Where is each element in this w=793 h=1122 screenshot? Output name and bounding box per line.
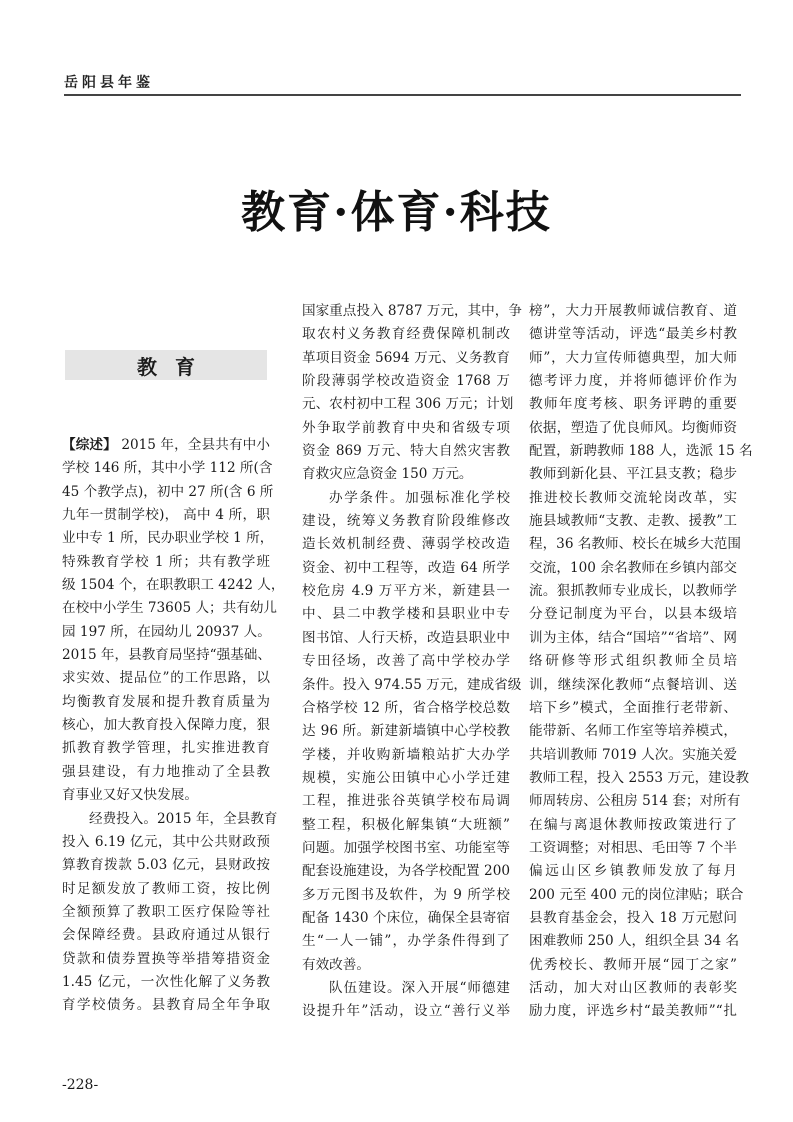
- line: [529, 1000, 737, 1023]
- text-line: 投入 6.19 亿元，其中公共财政预: [62, 833, 270, 850]
- text-line: 工资调整；对相思、毛田等 7 个半: [529, 839, 737, 856]
- line: [62, 808, 278, 831]
- line: [529, 697, 737, 720]
- line: [529, 650, 737, 673]
- text-line: 图书馆、人行天桥，改造县职业中: [302, 629, 510, 646]
- text-line: 配套设施建设，为各学校配置 200: [302, 863, 510, 880]
- paragraph: [302, 487, 522, 977]
- text-line: 校危房 4.9 万平方米，新建县一: [302, 583, 510, 600]
- text-line: 经费投入。2015 年，全县教育: [89, 810, 278, 827]
- line: [302, 300, 522, 323]
- line: [302, 323, 510, 346]
- text-line: 2015 年，县教育局坚持“强基础、: [62, 647, 271, 664]
- text-line: 教师工程，投入 2553 万元，建设教: [529, 769, 749, 786]
- line: [62, 434, 270, 457]
- line: [529, 930, 740, 953]
- line: [62, 574, 285, 597]
- text-line: 学楼，并收购新墙粮站扩大办学: [302, 746, 510, 763]
- line: [62, 714, 270, 737]
- text-line: 造长效机制经费、薄弱学校改造: [302, 536, 510, 553]
- line: [302, 767, 510, 790]
- text-line: 办学条件。加强标准化学校: [329, 489, 510, 506]
- text-line: 时足额发放了教师工资，按比例: [62, 880, 270, 897]
- text-line: 育救灾应急资金 150 万元。: [302, 466, 473, 483]
- text-line: 优秀校长、教师开展“园丁之家”: [529, 956, 737, 973]
- text-line: 抓教育教学管理，扎实推进教育: [62, 740, 270, 757]
- text-line: 革项目资金 5694 万元、义务教育: [302, 349, 510, 366]
- line: [529, 557, 737, 580]
- line: [529, 487, 737, 510]
- text-line: 师”，大力宣传师德典型，加大师: [529, 349, 737, 366]
- line: [529, 370, 737, 393]
- text-line: 配备 1430 个床位，确保全县寄宿: [302, 909, 510, 926]
- line: [529, 323, 737, 346]
- text-line: 培下乡”模式，全面推行老带新、: [529, 699, 737, 716]
- line: [302, 533, 510, 556]
- running-header-title: 岳阳县年鉴: [64, 75, 154, 91]
- text-line: 德考评力度，并将师德评价作为: [529, 373, 737, 390]
- line: [302, 510, 510, 533]
- text-line: 专田径场，改善了高中学校办学: [302, 653, 510, 670]
- line: [529, 837, 737, 860]
- text-line: 建设，统筹义务教育阶段维修改: [302, 513, 510, 530]
- text-line: 教师年度考核、职务评聘的重要: [529, 396, 737, 413]
- line: [529, 300, 737, 323]
- line: [529, 463, 737, 486]
- line: [302, 814, 510, 837]
- text-line: 全额预算了教职工医疗保险等社: [62, 903, 270, 920]
- line: [302, 487, 510, 510]
- chapter-title: 教育·体育·科技: [241, 187, 552, 238]
- text-column-left: [62, 434, 285, 1018]
- line: [529, 720, 737, 743]
- summary-label: 【综述】: [62, 437, 117, 453]
- line: [529, 510, 737, 533]
- line: [302, 720, 510, 743]
- line: [302, 370, 510, 393]
- text-line: 元、农村初中工程 306 万元；计划: [302, 396, 514, 413]
- text-line: 取农村义务教育经费保障机制改: [302, 326, 510, 343]
- text-line: 工程，推进张谷英镇学校布局调: [302, 793, 510, 810]
- line: [529, 627, 737, 650]
- text-line: 园 197 所，在园幼儿 20937 人。: [62, 623, 271, 640]
- section-heading-box: [65, 350, 267, 380]
- line: [302, 580, 510, 603]
- header-rule: [64, 94, 741, 96]
- line: [529, 814, 737, 837]
- text-line: 教师到新化县、平江县支教；稳步: [529, 466, 737, 483]
- line: [302, 557, 510, 580]
- line: [529, 393, 737, 416]
- text-line: 国家重点投入 8787 万元，其中，争: [302, 303, 522, 319]
- line: [529, 417, 737, 440]
- text-line: 外争取学前教育中央和省级专项: [302, 419, 510, 436]
- line: [62, 971, 270, 994]
- text-line: 求实效、提品位”的工作思路，以: [62, 670, 270, 687]
- line: [62, 597, 278, 620]
- text-line: 会保障经费。县政府通过从银行: [62, 927, 270, 944]
- text-line: 整工程，积极化解集镇“大班额”: [302, 816, 510, 833]
- line: [302, 463, 510, 486]
- text-line: 特殊教育学校 1 所；共有教学班: [62, 553, 270, 570]
- text-line: 在校中小学生 73605 人；共有幼儿: [62, 600, 278, 617]
- line: [302, 977, 510, 1000]
- text-line: 核心，加大教育投入保障力度，狠: [62, 717, 270, 734]
- page-number: -228-: [62, 1077, 99, 1093]
- text-line: 交流，100 余名教师在乡镇内部交: [529, 559, 737, 576]
- paragraph: [302, 977, 510, 1024]
- text-line: 推进校长教师交流轮岗改革，实: [529, 489, 737, 506]
- paragraph: [302, 300, 522, 487]
- section-heading: 教育: [137, 354, 213, 379]
- text-line: 训，继续深化教师“点餐培训、送: [529, 676, 737, 693]
- line: [62, 901, 270, 924]
- line: [302, 627, 510, 650]
- text-line: 程，36 名教师、校长在城乡大范围: [529, 536, 741, 553]
- text-line: 九年一贯制学校)， 高中 4 所，职: [62, 507, 270, 524]
- text-line: 45 个教学点)，初中 27 所(含 6 所: [62, 483, 274, 500]
- line: [62, 457, 273, 480]
- line: [302, 907, 510, 930]
- line: [302, 744, 510, 767]
- line: [62, 644, 270, 667]
- line: [62, 761, 270, 784]
- line: [529, 603, 737, 626]
- line: [62, 691, 270, 714]
- line: [529, 977, 737, 1000]
- line: [529, 954, 737, 977]
- text-line: 励力度，评选乡村“最美教师”“扎: [529, 1003, 737, 1020]
- line: [529, 533, 741, 556]
- text-line: 络研修等形式组织教师全员培: [529, 653, 737, 670]
- line: [302, 650, 510, 673]
- line: [529, 744, 737, 767]
- text-line: 偏远山区乡镇教师发放了每月: [529, 863, 737, 880]
- line: [529, 790, 741, 813]
- line: [62, 551, 270, 574]
- text-column-middle: [302, 300, 522, 1024]
- text-line: 共培训教师 7019 人次。实施关爱: [529, 746, 737, 763]
- text-line: 200 元至 400 元的岗位津贴；联合: [529, 886, 744, 903]
- text-line: 算教育拨款 5.03 亿元，县财政按: [62, 857, 270, 874]
- line: [529, 440, 753, 463]
- line: [302, 674, 522, 697]
- line: [62, 994, 270, 1017]
- line: [529, 347, 737, 370]
- text-line: 德讲堂等活动，评选“最美乡村教: [529, 326, 737, 343]
- text-line: 榜”，大力开展教师诚信教育、道: [529, 303, 737, 319]
- text-line: 流。狠抓教师专业成长，以教师学: [529, 583, 737, 600]
- paragraph: [529, 300, 753, 1024]
- line: [62, 924, 270, 947]
- text-line: 学校 146 所，其中小学 112 所(含: [62, 460, 273, 477]
- text-line: 2015 年，全县共有中小: [116, 437, 270, 453]
- text-line: 队伍建设。深入开展“师德建: [329, 979, 510, 996]
- text-line: 配置，新聘教师 188 人，选派 15 名: [529, 443, 753, 460]
- text-line: 能带新、名师工作室等培养模式，: [529, 723, 737, 740]
- paragraph: [62, 434, 285, 808]
- text-column-right: [529, 300, 753, 1024]
- text-line: 有效改善。: [302, 956, 370, 973]
- text-line: 困难教师 250 人，组织全县 34 名: [529, 933, 740, 950]
- line: [302, 393, 514, 416]
- paragraph: [62, 808, 278, 1018]
- line: [302, 417, 510, 440]
- line: [302, 347, 510, 370]
- text-line: 县教育基金会，投入 18 万元慰问: [529, 909, 737, 926]
- text-line: 育事业又好又快发展。: [62, 787, 198, 804]
- line: [62, 481, 274, 504]
- text-line: 条件。投入 974.55 万元，建成省级: [302, 676, 522, 693]
- text-line: 达 96 所。新建新墙镇中心学校教: [302, 723, 510, 740]
- text-line: 中、县二中教学楼和县职业中专: [302, 606, 510, 623]
- text-line: 资金、初中工程等，改造 64 所学: [302, 559, 510, 576]
- line: [62, 621, 270, 644]
- line: [302, 884, 510, 907]
- text-line: 依据，塑造了优良师风。均衡师资: [529, 419, 737, 436]
- line: [62, 527, 274, 550]
- line: [62, 667, 270, 690]
- line: [302, 790, 510, 813]
- text-line: 合格学校 12 所，省合格学校总数: [302, 699, 510, 716]
- line: [529, 907, 737, 930]
- line: [302, 697, 510, 720]
- line: [302, 603, 510, 626]
- line: [529, 767, 749, 790]
- line: [62, 878, 270, 901]
- text-line: 强县建设，有力地推动了全县教: [62, 763, 270, 780]
- text-line: 分登记制度为平台，以县本级培: [529, 606, 737, 623]
- line: [529, 674, 737, 697]
- line: [529, 580, 737, 603]
- text-line: 生“一人一铺”，办学条件得到了: [302, 933, 510, 950]
- line: [62, 737, 270, 760]
- text-line: 师周转房、公租房 514 套；对所有: [529, 793, 741, 810]
- line: [62, 948, 270, 971]
- text-line: 育学校债务。县教育局全年争取: [62, 997, 270, 1014]
- text-line: 均衡教育发展和提升教育质量为: [62, 693, 270, 710]
- line: [302, 954, 510, 977]
- text-line: 活动，加大对山区教师的表彰奖: [529, 979, 737, 996]
- text-line: 贷款和债券置换等举措筹措资金: [62, 950, 270, 967]
- text-line: 规模，实施公田镇中心小学迁建: [302, 769, 510, 786]
- text-line: 业中专 1 所，民办职业学校 1 所，: [62, 530, 274, 547]
- text-line: 训为主体，结合“国培”“省培”、网: [529, 629, 737, 646]
- line: [62, 504, 270, 527]
- line: [302, 930, 510, 953]
- line: [302, 1000, 510, 1023]
- line: [302, 860, 510, 883]
- text-line: 多万元图书及软件，为 9 所学校: [302, 886, 510, 903]
- line: [62, 784, 270, 807]
- text-line: 级 1504 个，在职教职工 4242 人，: [62, 577, 285, 594]
- text-line: 问题。加强学校图书室、功能室等: [302, 839, 510, 856]
- text-line: 1.45 亿元，一次性化解了义务教: [62, 973, 270, 990]
- line: [529, 884, 744, 907]
- text-line: 在编与离退休教师按政策进行了: [529, 816, 737, 833]
- line: [62, 831, 270, 854]
- text-line: 阶段薄弱学校改造资金 1768 万: [302, 373, 510, 390]
- line: [302, 440, 510, 463]
- line: [62, 854, 270, 877]
- line: [529, 860, 737, 883]
- text-line: 设提升年”活动，设立“善行义举: [302, 1003, 510, 1020]
- text-line: 资金 869 万元、特大自然灾害教: [302, 443, 510, 460]
- line: [302, 837, 510, 860]
- text-line: 施县域教师“支教、走教、援教”工: [529, 513, 737, 530]
